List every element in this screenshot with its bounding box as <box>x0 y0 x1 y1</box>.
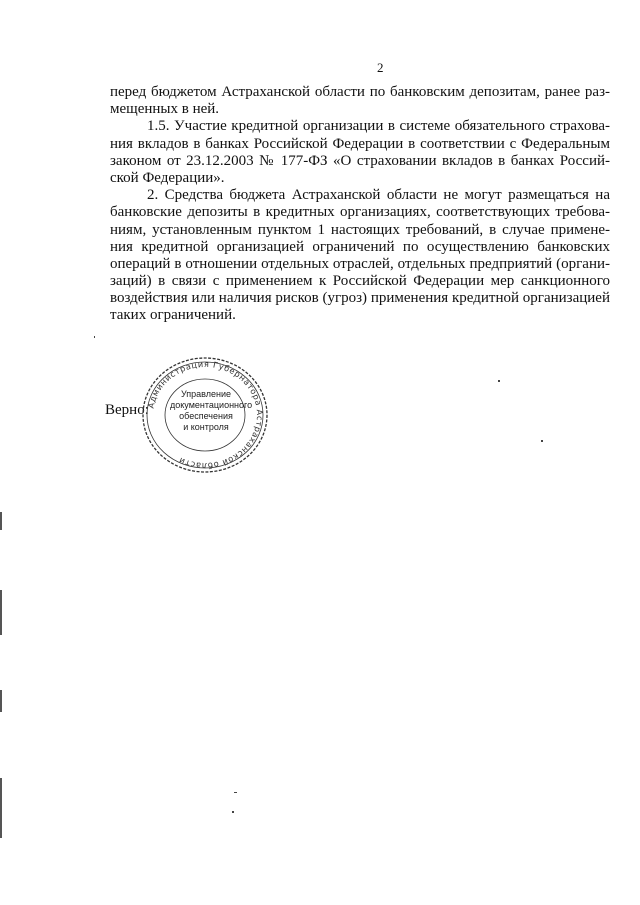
seal-inner-line: Управление <box>180 389 232 399</box>
text-line: банковские депозиты в кредитных организациях, соответствующих требова- <box>110 204 610 221</box>
scan-edge-mark <box>0 778 2 838</box>
scan-edge-mark <box>0 690 2 712</box>
page-number: 2 <box>377 60 384 75</box>
text-line: заций) в связи с применением к Российской Федерации мер санкционного <box>110 273 610 290</box>
scan-speck <box>94 336 95 338</box>
scan-speck <box>498 380 500 382</box>
seal-inner-line: обеспечения <box>179 411 233 421</box>
text-line: таких ограничений. <box>110 307 236 324</box>
scan-edge-mark <box>0 590 2 635</box>
text-line: 1.5. Участие кредитной организации в системе обязательного страхова- <box>147 118 610 135</box>
text-line: ской Федерации». <box>110 169 225 186</box>
text-line: 2. Средства бюджета Астраханской области не могут размещаться на <box>147 187 610 204</box>
text-line: ниям, установленным пунктом 1 настоящих требований, в случае примене- <box>110 221 610 238</box>
document-body <box>110 84 610 325</box>
text-line: ния кредитной организацией ограничений по осуществлению банковских <box>110 238 610 255</box>
seal-inner-line: и контроля <box>183 422 229 432</box>
text-line: воздействия или наличия рисков (угроз) применения кредитной организацией <box>110 290 610 307</box>
seal-ring-text: Администрация Губернатора Астраханской области <box>145 358 266 472</box>
text-line: операций в отношении отдельных отраслей, отдельных предприятий (органи- <box>110 255 610 272</box>
text-line: законом от 23.12.2003 № 177-ФЗ «О страховании вкладов в банках Россий- <box>110 152 610 169</box>
verification-label: Верно: <box>105 402 149 418</box>
seal-inner-text <box>170 389 253 433</box>
seal-inner-line: документационного <box>170 400 253 410</box>
text-line: перед бюджетом Астраханской области по банковским депозитам, ранее раз- <box>110 84 610 100</box>
text-line: ния вкладов в банках Российской Федерации в соответствии с Федеральным <box>110 135 610 152</box>
scan-speck <box>234 792 237 793</box>
scan-speck <box>232 811 234 813</box>
text-line: мещенных в ней. <box>110 101 220 118</box>
scan-edge-mark <box>0 512 2 530</box>
scan-speck <box>541 440 543 442</box>
